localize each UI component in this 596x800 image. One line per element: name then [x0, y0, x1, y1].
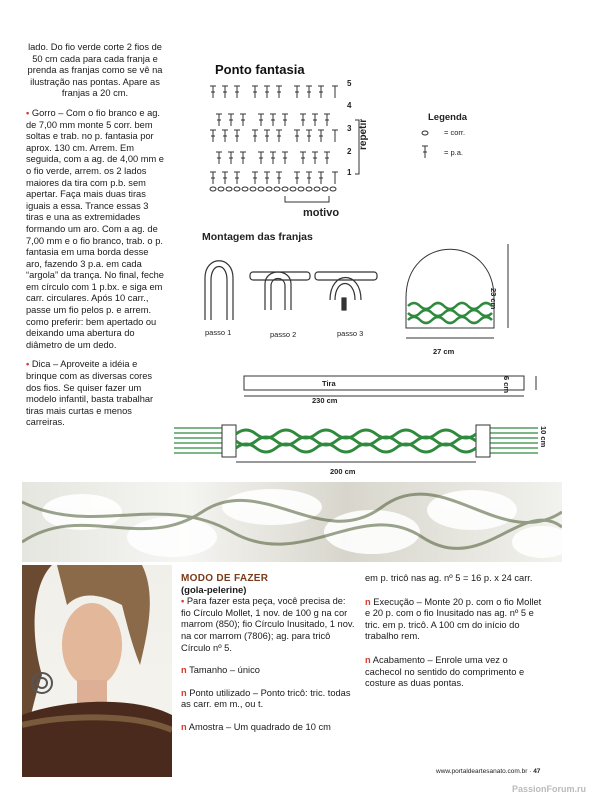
section-heading: MODO DE FAZER — [181, 573, 269, 584]
stitch-paragraph: n Ponto utilizado – Ponto tricô: tric. todas as carr. em m., ou t. — [181, 687, 351, 710]
finish-paragraph: n Acabamento – Enrole uma vez o cachecol no sentido do comprimento e costure as duas pontas. — [365, 654, 525, 689]
row-number-1: 1 — [347, 168, 352, 177]
stitch-chart — [205, 78, 380, 223]
model-photo — [22, 565, 172, 777]
paragraph-fringe: lado. Do fio verde corte 2 fios de 50 cm cada para cada franja e prenda as franjas como se vê na ilustração nas pontas. Apare as franjas a 20 cm. — [27, 42, 163, 99]
hat-width: 27 cm — [433, 347, 455, 356]
page-number: 47 — [533, 768, 541, 775]
section-subheading: (gola-pelerine) — [181, 584, 247, 596]
legend-dc: = p.a. — [444, 148, 463, 157]
chart-row-1 — [210, 172, 338, 184]
sample-paragraph: n Amostra – Um quadrado de 10 cm — [181, 721, 331, 732]
strip-label: Tira — [322, 379, 336, 388]
paragraph-tip: • Dica – Aproveite a idéia e brinque com as diversas cores dos fios. Se quiser fazer um modelo infantil, basta trabalhar tiras mais curtas e menos carreiras. — [26, 359, 154, 428]
strip-height: 6 cm — [502, 376, 511, 394]
legend-chain: = corr. — [444, 128, 466, 137]
legend-symbols — [418, 126, 432, 162]
watermark: PassionForum.ru — [512, 784, 587, 794]
chain-row — [210, 187, 336, 191]
fringe-steps-drawing — [195, 250, 385, 325]
double-crochet-icon — [422, 146, 428, 158]
materials-paragraph: • Para fazer esta peça, você precisa de: fio Círculo Mollet, 1 nov. de 100 g na cor marrom (850); fio Círculo Inusitado, 1 nov. na cor marrom (7806); ag. para tricô Círculo nº 5. — [181, 596, 355, 653]
instructions-column-1 — [181, 573, 357, 734]
strip-length: 230 cm — [312, 396, 338, 405]
fringe-step-2: passo 2 — [270, 330, 297, 339]
instructions-column-2 — [365, 573, 543, 690]
chart-row-5 — [210, 86, 338, 98]
sample-continued: em p. tricô nas ag. nº 5 = 16 p. x 24 carr. — [365, 573, 533, 583]
execution-paragraph: n Execução – Monte 20 p. com o fio Mollet e 20 p. com o fio Inusitado nas ag. nº 5 e tric. em p. tricô. A 100 cm do início do trabalho rem. — [365, 596, 542, 642]
bullet: • — [26, 107, 30, 118]
bullet: • — [26, 359, 30, 370]
fringe-title: Montagem das franjas — [202, 231, 313, 243]
legend-title: Legenda — [428, 112, 468, 123]
chain-icon — [422, 131, 428, 135]
chart-title: Ponto fantasia — [215, 62, 305, 77]
strip-drawing — [242, 373, 542, 399]
motif-label: motivo — [303, 207, 340, 219]
repeat-label: repetir — [358, 118, 369, 150]
fringe-step-3: passo 3 — [337, 329, 364, 338]
footer-site: www.portaldeartesanato.com.br · 47 — [436, 768, 541, 775]
row-number-4: 4 — [347, 101, 352, 110]
size-paragraph: n Tamanho – único — [181, 665, 260, 676]
fringe-step-1: passo 1 — [205, 328, 232, 337]
braid-height: 10 cm — [539, 426, 548, 448]
chart-row-2 — [216, 152, 330, 164]
hat-drawing — [400, 238, 520, 342]
paragraph-hat: • Gorro – Com o fio branco e ag. de 7,00 mm monte 5 corr. bem soltas e trab. no p. fantasia por aprox. 130 cm. Arrem. Em seguida, com a ag. de 4,00 mm e o fio verde, arrem. os 2 lados maiores da tira com p.b. sem apertar. Faça mais duas tiras iguais a essa. Trance essas 3 tiras e una as extremidades formando um aro. Com a ag. de 7,00 mm e o fio branco, trab. o p. fantasia em uma borda desse aro, fazendo 3 p.a. em cada “argola” da trança. No final, feche em círculo com 1 p.bx. e siga em carr. circulares. Após 10 carr., passe um fio pelos p. e arrem. como preferir: bem apertado ou deixando uma abertura do diâmetro de um dedo. — [26, 107, 164, 350]
yarn-photo — [22, 482, 562, 562]
hat-height: 23 cm — [489, 288, 498, 310]
row-number-3: 3 — [347, 124, 352, 133]
braid-length: 200 cm — [330, 467, 356, 476]
row-number-5: 5 — [347, 79, 352, 88]
chart-row-3 — [210, 130, 338, 142]
braid-drawing — [170, 422, 545, 464]
left-text-column — [26, 42, 164, 437]
chart-row-4 — [216, 114, 330, 126]
row-number-2: 2 — [347, 147, 352, 156]
